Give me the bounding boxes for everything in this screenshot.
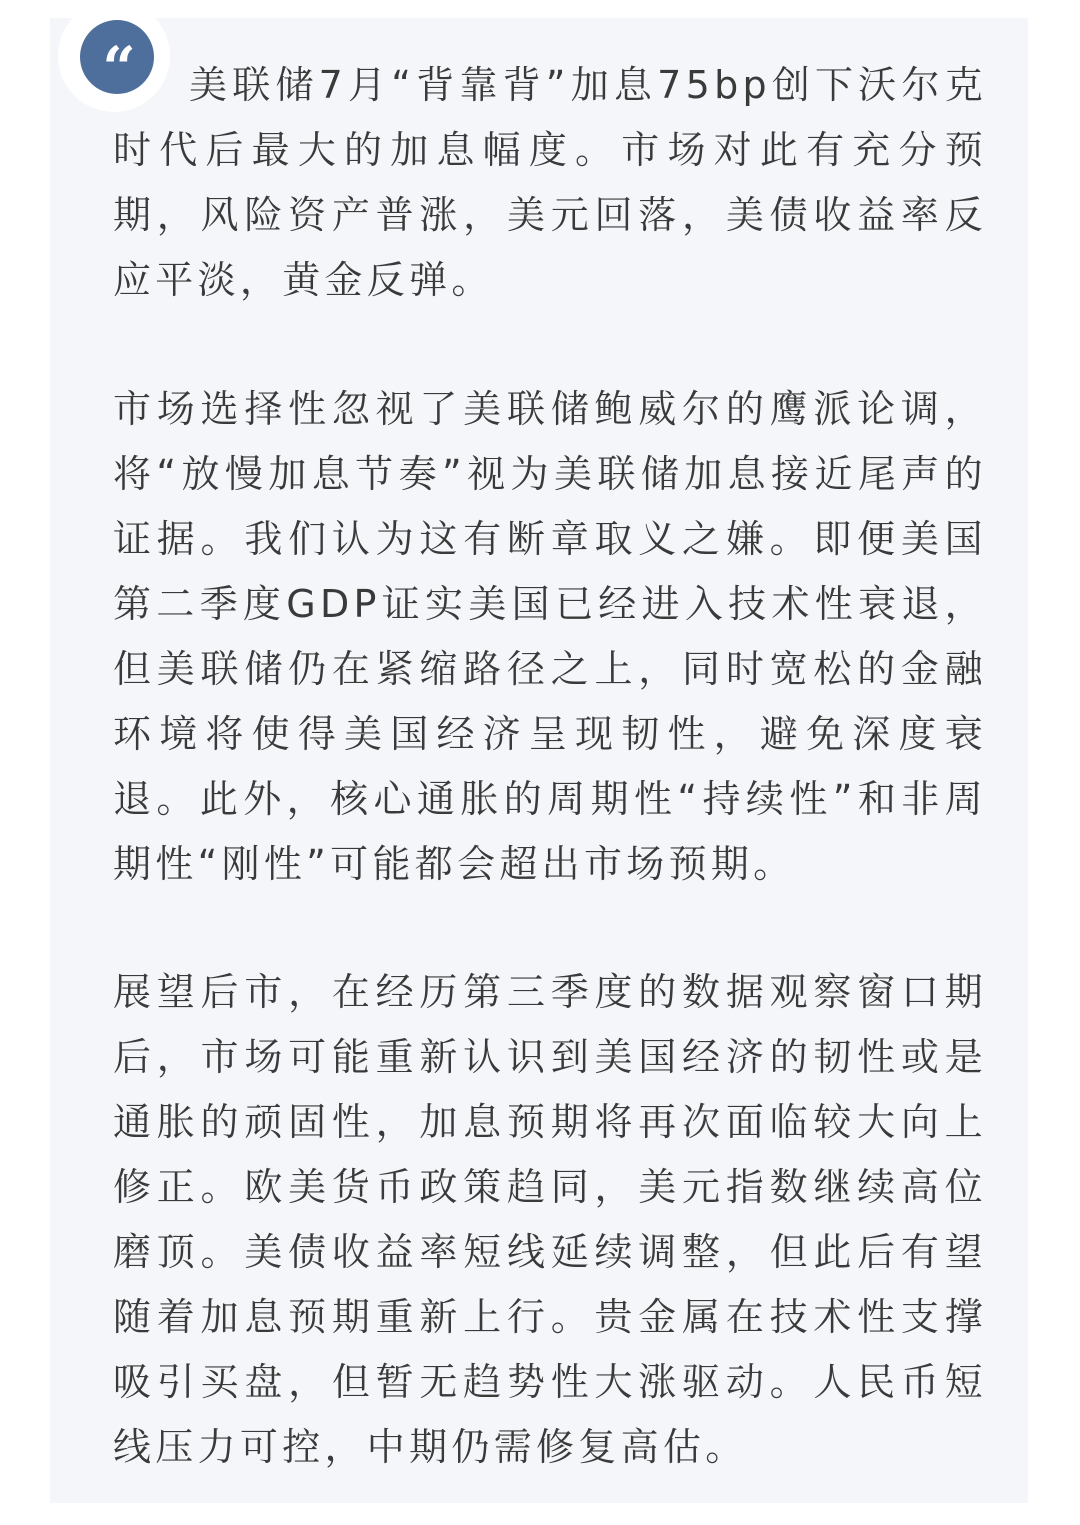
paragraph-fed-hike: 美联储7月“背靠背”加息75bp创下沃尔克时代后最大的加息幅度。市场对此有充分预期，风险资产普涨，美元回落，美债收益率反应平淡，黄金反弹。	[113, 63, 987, 302]
paragraph-market-view: 市场选择性忽视了美联储鲍威尔的鹰派论调，将“放慢加息节奏”视为美联储加息接近尾声的证据。我们认为这有断章取义之嫌。即便美国第二季度GDP证实美国已经进入技术性衰退，但美联储仍在紧缩路径之上，同时宽松的金融环境将使得美国经济呈现韧性，避免深度衰退。此外，核心通胀的周期性“持续性”和非周期性“刚性”可能都会超出市场预期。	[113, 387, 987, 886]
quote-mark-icon: “	[80, 20, 154, 94]
paragraph-outlook: 展望后市，在经历第三季度的数据观察窗口期后，市场可能重新认识到美国经济的韧性或是通胀的顽固性，加息预期将再次面临较大向上修正。欧美货币政策趋同，美元指数继续高位磨顶。美债收益率短线延续调整，但此后有望随着加息预期重新上行。贵金属在技术性支撑吸引买盘，但暂无趋势性大涨驱动。人民币短线压力可控，中期仍需修复高估。	[113, 970, 987, 1469]
